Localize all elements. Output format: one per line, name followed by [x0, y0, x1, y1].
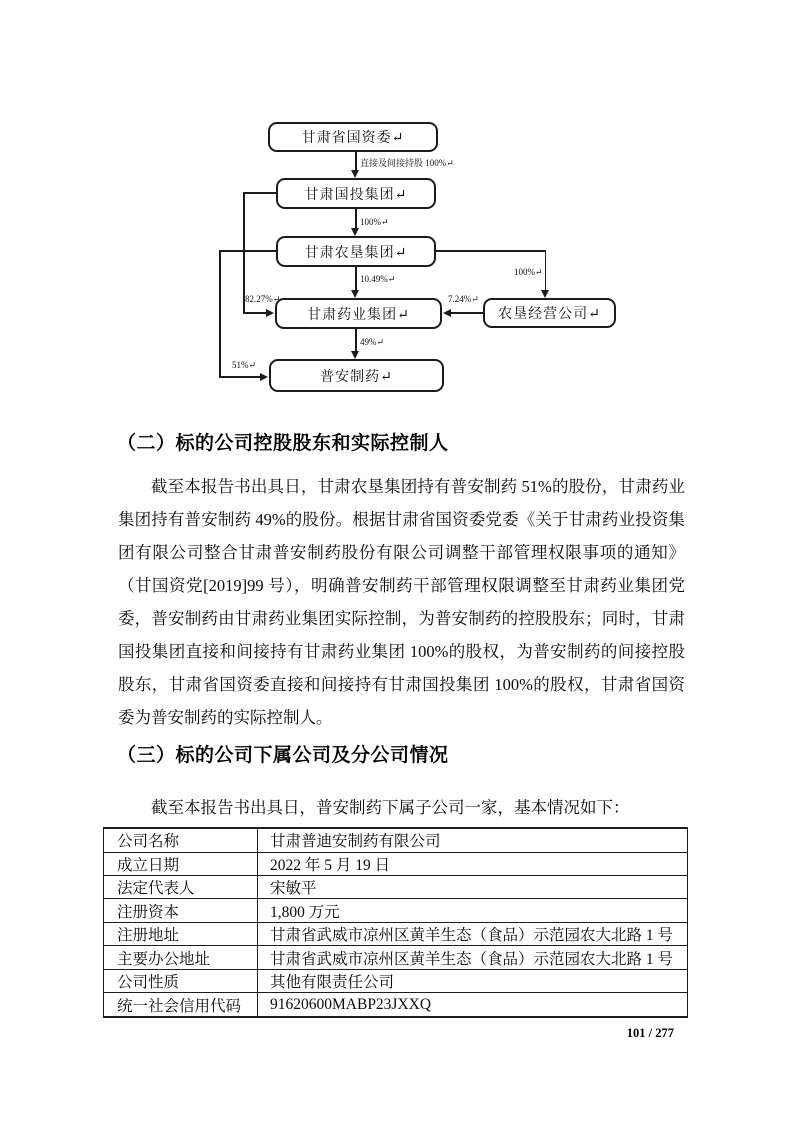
edge-label-operating-to-pharma: 7.24%↵ [448, 294, 479, 304]
table-row [104, 946, 688, 969]
edge-line-nongken-puan [219, 250, 221, 377]
table-row [104, 969, 688, 992]
edge-line-nongken-pharma [355, 267, 357, 290]
edge-label-nongken-to-puan: 51%↵ [232, 360, 257, 370]
edge-line-nongken-operating [436, 250, 546, 252]
diagram-node-nongken-operating: 农垦经营公司↵ [483, 298, 616, 328]
field-value: 其他有限责任公司 [258, 969, 688, 992]
table-row [104, 993, 688, 1017]
field-label: 公司名称 [104, 828, 258, 852]
diagram-node-nongken-group: 甘肃农垦集团↵ [276, 236, 436, 267]
edge-line-operating-pharma [450, 312, 483, 314]
diagram-node-pharma-group: 甘肃药业集团↵ [275, 298, 442, 329]
edge-label-nongken-to-operating: 100%↵ [514, 267, 543, 277]
arrowhead-right-icon [260, 373, 268, 381]
table-row [104, 852, 688, 875]
field-value: 2022 年 5 月 19 日 [258, 852, 688, 875]
edge-label-sasac-to-guotou: 直接及间接持股 100%↵ [360, 158, 454, 168]
field-value: 甘肃省武威市凉州区黄羊生态（食品）示范园农大北路 1 号 [258, 946, 688, 969]
arrowhead-down-icon [351, 351, 359, 359]
edge-label-guotou-to-pharma: 82.27%↵ [245, 294, 281, 304]
edge-line-nongken-operating [545, 250, 547, 290]
diagram-node-guotou-group: 甘肃国投集团↵ [276, 178, 436, 209]
section-3-paragraph: 截至本报告书出具日，普安制药下属子公司一家，基本情况如下： [151, 798, 630, 817]
edge-label-nongken-to-pharma: 10.49%↵ [360, 274, 396, 284]
arrowhead-down-icon [351, 170, 359, 178]
table-row [104, 922, 688, 945]
section-2-paragraph: 截至本报告书出具日，甘肃农垦集团持有普安制药 51%的股份，甘肃药业集团持有普安制药 49%的股份。根据甘肃省国资委党委《关于甘肃药业投资集团有限公司整合甘肃普安制药股份有限公司调整干部管理权限事项的通知》（甘国资党[2019]99 号），明确普安制药干部管理权限调整至甘肃药业集团党委，普安制药由甘肃药业集团实际控制，为普安制药的控股股东；同时，甘肃国投集团直接和间接持有甘肃药业集团 100%的股权，为普安制药的间接控股股东，甘肃省国资委直接和间接持有甘肃国投集团 100%的股权，甘肃省国资委为普安制药的实际控制人。 [118, 477, 685, 727]
edge-line-sasac-guotou [355, 152, 357, 171]
table-row [104, 899, 688, 922]
field-value: 1,800 万元 [258, 899, 688, 922]
field-label: 主要办公地址 [104, 946, 258, 969]
field-label: 注册地址 [104, 922, 258, 945]
field-label: 注册资本 [104, 899, 258, 922]
arrowhead-down-icon [351, 290, 359, 298]
field-label: 统一社会信用代码 [104, 993, 258, 1017]
arrowhead-down-icon [541, 290, 549, 298]
diagram-node-provincial-sasac: 甘肃省国资委↵ [268, 122, 438, 152]
table-row [104, 828, 688, 852]
edge-label-pharma-to-puan: 49%↵ [360, 337, 385, 347]
edge-line-guotou-pharma [243, 312, 267, 314]
edge-label-guotou-to-nongken: 100%↵ [360, 217, 389, 227]
edge-line-guotou-nongken [355, 209, 357, 228]
edge-line-pharma-puan [355, 329, 357, 351]
section-3-heading: （三）标的公司下属公司及分公司情况 [117, 745, 449, 766]
diagram-node-puan-pharma: 普安制药↵ [269, 359, 444, 392]
arrowhead-down-icon [351, 228, 359, 236]
field-label: 公司性质 [104, 969, 258, 992]
arrowhead-right-icon [266, 309, 274, 317]
edge-line-nongken-puan [219, 250, 276, 252]
table-row [104, 875, 688, 898]
arrowhead-left-icon [443, 309, 451, 317]
field-value: 宋敏平 [258, 875, 688, 898]
field-label: 法定代表人 [104, 875, 258, 898]
edge-line-nongken-puan [219, 376, 261, 378]
field-value: 甘肃省武威市凉州区黄羊生态（食品）示范园农大北路 1 号 [258, 922, 688, 945]
edge-line-guotou-pharma [243, 192, 276, 194]
subsidiary-info-table [103, 827, 688, 1018]
page-number: 101 / 277 [626, 1026, 674, 1040]
field-label: 成立日期 [104, 852, 258, 875]
field-value: 甘肃普迪安制药有限公司 [258, 828, 688, 852]
section-2-heading: （二）标的公司控股股东和实际控制人 [117, 433, 449, 454]
field-value: 91620600MABP23JXXQ [258, 993, 688, 1017]
